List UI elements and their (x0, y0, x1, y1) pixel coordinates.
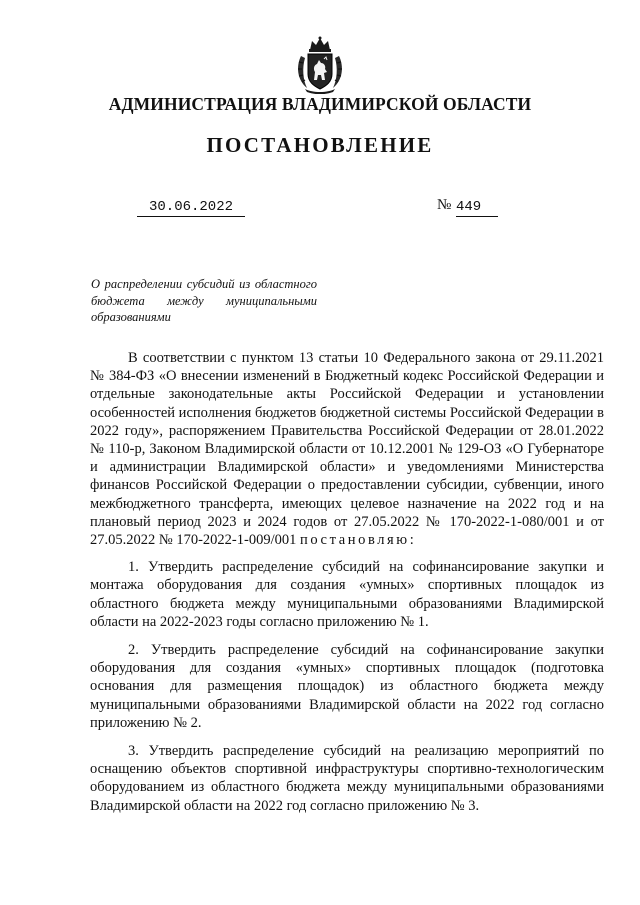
subject-line: О распределении субсидий из областного (91, 277, 317, 291)
preamble-text: В соответствии с пунктом 13 статьи 10 Федерального закона от 29.11.2021 № 384-ФЗ «О внесении изменений в Бюджетный кодекс Российской Федерации и отдельные законодательные акты Российской Федерации и установлении особенностей исполнения бюджетов бюджетной системы Российской Федерации в 2022 году», распоряжением Правительства Российской Федерации от 28.01.2022 № 110-р, Законом Владимирской области от 10.12.2001 № 129-ОЗ «О Губернаторе и администрации Владимирской области» и уведомлениями Министерства финансов Российской Федерации о предоставлении субсидии, субвенции, иного межбюджетного трансферта, имеющих целевое назначение на 2022 год и на плановый период 2023 и 2024 годов от 27.05.2022 № 170-2022-1-080/001 и от 27.05.2022 № 170-2022-1-009/001 (90, 350, 604, 549)
preamble-paragraph (90, 349, 604, 549)
document-number: 449 (456, 199, 498, 217)
document-date: 30.06.2022 (137, 199, 245, 217)
resolves-word: постановляю: (299, 532, 417, 549)
organization-title: АДМИНИСТРАЦИЯ ВЛАДИМИРСКОЙ ОБЛАСТИ (108, 94, 532, 114)
number-label: № (437, 197, 452, 213)
document-subject (91, 276, 317, 326)
resolution-item-2: 2. Утвердить распределение субсидий на софинансирование закупки оборудования для создания «умных» спортивных площадок (подготовка основания для размещения площадок) из областного бюджета между муниципальными образованиями Владимирской области на 2022 год согласно приложению № 2. (90, 642, 604, 731)
resolution-item-1: 1. Утвердить распределение субсидий на софинансирование закупки и монтажа оборудования для создания «умных» спортивных площадок из областного бюджета между муниципальными образованиями Владимирской области на 2022-2023 годы согласно приложению № 1. (90, 559, 604, 630)
coat-of-arms-icon (293, 36, 347, 94)
subject-line: бюджета между муниципальными (91, 293, 317, 308)
document-body (90, 349, 604, 825)
subject-line: образованиями (91, 310, 171, 324)
resolution-item-3: 3. Утвердить распределение субсидий на реализацию мероприятий по оснащению объектов спортивной инфраструктуры спортивно-технологическим оборудованием из областного бюджета между муниципальными образованиями Владимирской области на 2022 год согласно приложению № 3. (90, 743, 604, 814)
document-type-title: ПОСТАНОВЛЕНИЕ (206, 133, 434, 157)
